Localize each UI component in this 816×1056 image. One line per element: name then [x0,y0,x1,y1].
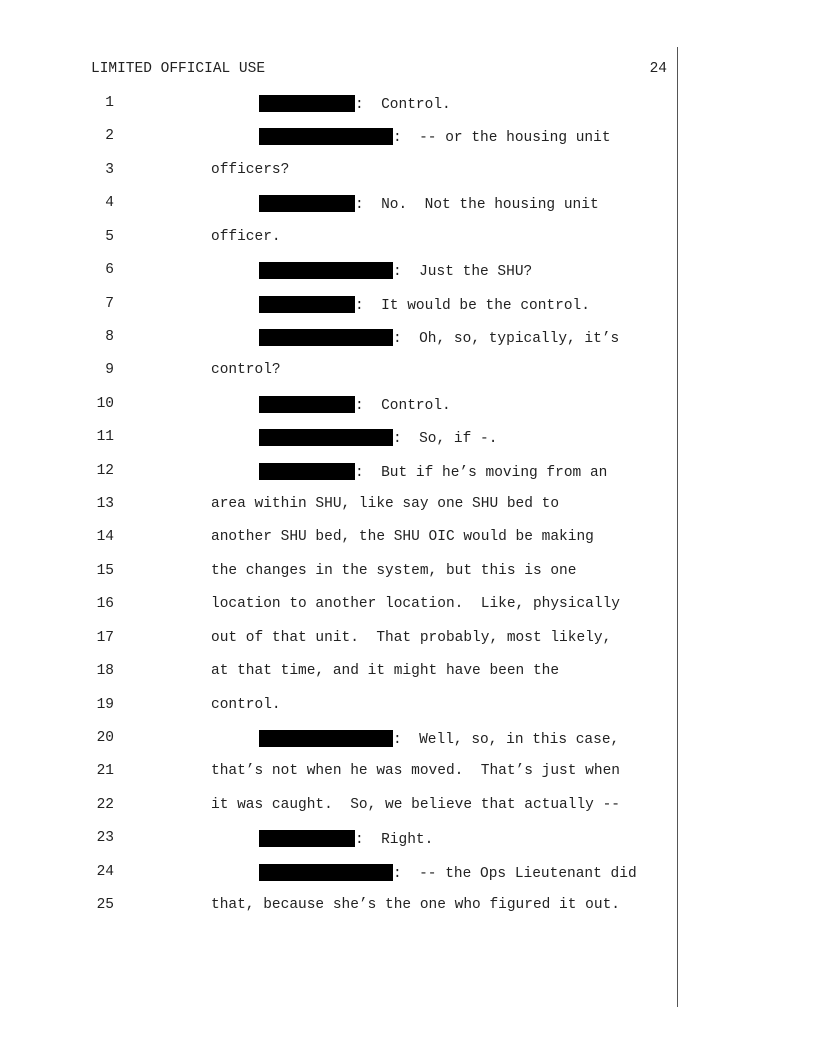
line-number: 24 [96,863,114,880]
utterance-text: : So, if -. [393,431,498,448]
utterance-text: : Just the SHU? [393,264,533,281]
transcript-line [0,529,816,551]
continuation-text: officer. [211,228,281,245]
speaker-line [259,262,532,280]
redacted-speaker-name [259,830,355,847]
line-number: 10 [96,395,114,412]
transcript-line [0,496,816,518]
line-number: 2 [105,128,114,145]
transcript-line [0,229,816,251]
redacted-speaker-name [259,95,355,112]
transcript-line [0,797,816,819]
line-number: 16 [96,596,114,613]
continuation-text: officers? [211,161,290,178]
transcript-line [0,463,816,485]
line-number: 18 [96,663,114,680]
utterance-text: : No. Not the housing unit [355,197,599,214]
continuation-text: it was caught. So, we believe that actually -- [211,796,620,813]
speaker-line [259,429,497,447]
transcript-line [0,329,816,351]
continuation-text: that’s not when he was moved. That’s just when [211,763,620,780]
transcript-line [0,697,816,719]
continuation-text: control. [211,696,281,713]
utterance-text: : Well, so, in this case, [393,731,620,748]
line-number: 25 [96,897,114,914]
speaker-line [259,396,451,414]
utterance-text: : Right. [355,832,434,849]
line-number: 7 [105,295,114,312]
line-number: 20 [96,729,114,746]
redacted-speaker-name [259,329,393,346]
transcript-line [0,830,816,852]
line-number: 12 [96,462,114,479]
redacted-speaker-name [259,128,393,145]
continuation-text: out of that unit. That probably, most likely, [211,629,612,646]
utterance-text: : But if he’s moving from an [355,464,608,481]
transcript-line [0,95,816,117]
line-number: 3 [105,161,114,178]
utterance-text: : Control. [355,97,451,113]
transcript-line [0,162,816,184]
line-number: 21 [96,763,114,780]
speaker-line [259,730,619,748]
transcript-line [0,429,816,451]
continuation-text: location to another location. Like, physically [211,596,620,613]
utterance-text: : Control. [355,397,451,414]
speaker-line [259,195,599,213]
transcript-line [0,296,816,318]
utterance-text: : -- the Ops Lieutenant did [393,865,637,882]
line-number: 13 [96,496,114,513]
line-number: 1 [105,95,114,111]
line-number: 11 [96,429,114,446]
transcript-line [0,563,816,585]
transcript-line [0,128,816,150]
speaker-line [259,95,451,113]
continuation-text: the changes in the system, but this is one [211,562,577,579]
continuation-text: area within SHU, like say one SHU bed to [211,496,560,513]
utterance-text: : It would be the control. [355,297,590,314]
line-number: 15 [96,562,114,579]
line-number: 8 [105,328,114,345]
transcript-line [0,362,816,384]
line-number: 22 [96,796,114,813]
classification-header: LIMITED OFFICIAL USE [91,61,266,77]
continuation-text: another SHU bed, the SHU OIC would be making [211,529,594,546]
line-number: 9 [105,362,114,379]
line-number: 17 [96,629,114,646]
page-number: 24 [649,61,667,77]
transcript-line [0,630,816,652]
transcript-line [0,396,816,418]
speaker-line [259,329,619,347]
speaker-line [259,128,611,146]
continuation-text: that, because she’s the one who figured it out. [211,897,620,914]
line-number: 14 [96,529,114,546]
transcript-line [0,195,816,217]
transcript-line [0,663,816,685]
continuation-text: at that time, and it might have been the [211,663,560,680]
redacted-speaker-name [259,296,355,313]
line-number: 6 [105,262,114,279]
redacted-speaker-name [259,864,393,881]
speaker-line [259,830,433,848]
redacted-speaker-name [259,396,355,413]
line-number: 4 [105,195,114,212]
transcript-line [0,864,816,886]
line-number: 5 [105,228,114,245]
redacted-speaker-name [259,730,393,747]
transcript-line [0,262,816,284]
redacted-speaker-name [259,262,393,279]
redacted-speaker-name [259,429,393,446]
redacted-speaker-name [259,463,355,480]
transcript-line [0,730,816,752]
speaker-line [259,296,590,314]
transcript-line [0,763,816,785]
utterance-text: : -- or the housing unit [393,130,611,147]
utterance-text: : Oh, so, typically, it’s [393,330,620,347]
continuation-text: control? [211,362,281,379]
redacted-speaker-name [259,195,355,212]
speaker-line [259,864,637,882]
line-number: 19 [96,696,114,713]
transcript-line [0,897,816,919]
line-number: 23 [96,830,114,847]
transcript-line [0,596,816,618]
speaker-line [259,463,607,481]
